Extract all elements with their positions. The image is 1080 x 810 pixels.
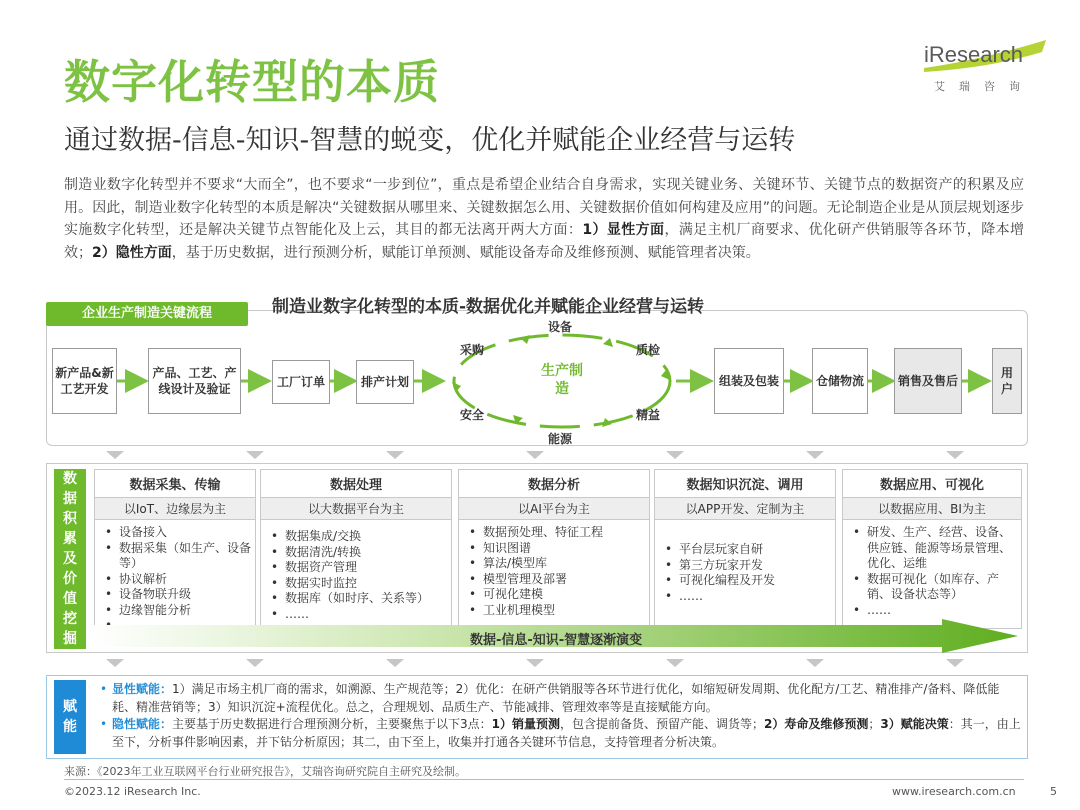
copyright: ©2023.12 iResearch Inc. bbox=[64, 785, 201, 798]
down-arrow bbox=[526, 659, 544, 667]
col-head: 数据采集、传输 bbox=[95, 470, 255, 498]
empower-bold: 2）寿命及维修预测 bbox=[764, 717, 869, 731]
list-item: • …… bbox=[665, 589, 831, 605]
col-head: 数据处理 bbox=[261, 470, 451, 498]
list-item: • 数据预处理、特征工程 bbox=[469, 525, 645, 541]
flow-node-user: 用户 bbox=[992, 348, 1022, 414]
down-arrow bbox=[946, 451, 964, 459]
col-sub: 以IoT、边缘层为主 bbox=[95, 498, 255, 520]
col-head: 数据分析 bbox=[459, 470, 649, 498]
down-arrow bbox=[946, 659, 964, 667]
down-arrow bbox=[246, 659, 264, 667]
cycle-equipment: 设备 bbox=[548, 320, 573, 334]
logo-cn: 艾瑞咨询 bbox=[934, 80, 1034, 93]
flow-node-factory-order: 工厂订单 bbox=[272, 360, 330, 404]
flow-node-assembly: 组装及包装 bbox=[714, 348, 784, 414]
list-item: • 算法/模型库 bbox=[469, 556, 645, 572]
intro-text-3: ，基于历史数据，进行预测分析，赋能订单预测、赋能设备寿命及维修预测、赋能管理者决策。 bbox=[171, 244, 760, 261]
list-item: • 数据实时监控 bbox=[271, 576, 447, 592]
col-sub: 以AI平台为主 bbox=[459, 498, 649, 520]
intro-paragraph bbox=[64, 174, 1024, 264]
data-mining-side-tag: 数据积累及价值挖掘 bbox=[54, 469, 86, 649]
list-item: • 数据资产管理 bbox=[271, 560, 447, 576]
list-item: • 数据可视化（如库存、产销、设备状态等） bbox=[853, 572, 1017, 603]
intro-bold-explicit: 1）显性方面 bbox=[582, 222, 665, 238]
process-flow-title: 制造业数字化转型的本质-数据优化并赋能企业经营与运转 bbox=[272, 297, 705, 317]
intro-bold-implicit: 2）隐性方面 bbox=[92, 244, 172, 261]
logo-word: iResearch bbox=[924, 42, 1024, 67]
col-sub: 以数据应用、BI为主 bbox=[843, 498, 1021, 520]
col-knowledge bbox=[654, 469, 836, 629]
col-analysis bbox=[458, 469, 650, 629]
down-arrow bbox=[246, 451, 264, 459]
flow-node-sales: 销售及售后 bbox=[894, 348, 962, 414]
list-item: • …… bbox=[853, 603, 1017, 619]
list-item: • 平台层玩家自研 bbox=[665, 542, 831, 558]
list-item: • 可视化建模 bbox=[469, 587, 645, 603]
footer-divider bbox=[64, 779, 1024, 780]
list-item: • 数据集成/交换 bbox=[271, 529, 447, 545]
list-item: • 协议解析 bbox=[105, 572, 251, 588]
down-arrow bbox=[386, 659, 404, 667]
list-item: • 知识图谱 bbox=[469, 541, 645, 557]
col-collection bbox=[94, 469, 256, 629]
col-head: 数据知识沉淀、调用 bbox=[655, 470, 835, 498]
empower-explicit-label: 显性赋能： bbox=[112, 682, 173, 696]
cycle-core-production: 生产制造 bbox=[541, 363, 583, 397]
down-arrow bbox=[806, 451, 824, 459]
list-item: • 数据清洗/转换 bbox=[271, 545, 447, 561]
down-arrow bbox=[526, 451, 544, 459]
list-item: • 研发、生产、经营、设备、供应链、能源等场景管理、优化、运维 bbox=[853, 525, 1017, 572]
empower-text-part: ：其一，由上至下，分析事件影响因素，并下钻分析原因；其二，由下至上，收集并打通各关键环节信息，支持管理者分析决策。 bbox=[112, 717, 1021, 749]
empower-explicit-text: 1）满足市场主机厂商的需求，如溯源、生产规范等；2）优化：在研产供销服等各环节进行优化，如缩短研发周期、优化配方/工艺、精准排产/备料、降低能耗、精准营销等；3）知识沉淀+流程优化。总之，合理规划、品质生产、节能减排、管理效率等是直接赋能方向。 bbox=[112, 682, 1000, 714]
col-processing bbox=[260, 469, 452, 629]
empower-side-tag: 赋能 bbox=[54, 680, 86, 754]
col-sub: 以APP开发、定制为主 bbox=[655, 498, 835, 520]
process-flow-tag: 企业生产制造关键流程 bbox=[46, 302, 248, 326]
flow-node-scheduling: 排产计划 bbox=[356, 360, 414, 404]
down-arrow bbox=[106, 659, 124, 667]
list-item: • 设备接入 bbox=[105, 525, 251, 541]
website-link[interactable]: www.iresearch.com.cn bbox=[892, 785, 1016, 798]
col-head: 数据应用、可视化 bbox=[843, 470, 1021, 498]
list-item: • 设备物联升级 bbox=[105, 587, 251, 603]
col-sub: 以大数据平台为主 bbox=[261, 498, 451, 520]
empower-text bbox=[98, 681, 1022, 751]
cycle-safety: 安全 bbox=[460, 408, 485, 422]
page-title: 数字化转型的本质 bbox=[64, 55, 440, 109]
cycle-quality: 质检 bbox=[636, 343, 661, 357]
flow-node-design: 产品、工艺、产线设计及验证 bbox=[148, 348, 241, 414]
empower-explicit bbox=[98, 681, 1022, 716]
cycle-procurement: 采购 bbox=[460, 343, 485, 357]
iresearch-logo bbox=[900, 38, 1050, 98]
down-arrow bbox=[806, 659, 824, 667]
down-arrow bbox=[666, 659, 684, 667]
list-item: • 边缘智能分析 bbox=[105, 603, 251, 619]
down-arrow bbox=[386, 451, 404, 459]
down-arrow bbox=[666, 451, 684, 459]
flow-node-logistics: 仓储物流 bbox=[812, 348, 868, 414]
list-item: • 工业机理模型 bbox=[469, 603, 645, 619]
cycle-lean: 精益 bbox=[636, 408, 661, 422]
empower-text-part: ； bbox=[868, 717, 881, 731]
cycle-energy: 能源 bbox=[548, 432, 573, 446]
list-item: • …… bbox=[271, 607, 447, 623]
empower-implicit bbox=[98, 716, 1022, 751]
list-item: • 数据采集（如生产、设备等） bbox=[105, 541, 251, 572]
col-application bbox=[842, 469, 1022, 629]
flow-node-new-product: 新产品&新工艺开发 bbox=[52, 348, 117, 414]
list-item: • 第三方玩家开发 bbox=[665, 558, 831, 574]
empower-bold: 3）赋能决策 bbox=[880, 717, 949, 731]
list-item: • 模型管理及部署 bbox=[469, 572, 645, 588]
intro-text-1: 制造业数字化转型并不要求“大而全”，也不要求“一步到位”，重点是希望企业结合自身需求，实现关键业务、关键环节、关键节点的数据资产的积累及应用。因此，制造业数字化转型的本质是解决“关键数据从哪里来、关键数据怎么用、关键数据价值如何构建及应用”的问题。无论制造企业是从顶层规划逐步实施数字化转型，还是解决关键节点智能化及上云，其目的都无法离开两大方面： bbox=[64, 177, 1024, 238]
empower-bold: 1）销量预测 bbox=[491, 717, 561, 731]
source-note: 来源：《2023年工业互联网平台行业研究报告》，艾瑞咨询研究院自主研究及绘制。 bbox=[64, 765, 466, 778]
list-item: • 可视化编程及开发 bbox=[665, 573, 831, 589]
intro-text-2: ，满足主机厂商要求、优化研产供销服等各环节，降本增效； bbox=[64, 222, 1025, 261]
empower-implicit-text: 主要基于历史数据进行合理预测分析，主要聚焦于以下3点： bbox=[172, 717, 492, 731]
down-arrow bbox=[106, 451, 124, 459]
page-subtitle: 通过数据-信息-知识-智慧的蜕变，优化并赋能企业经营与运转 bbox=[64, 125, 796, 156]
list-item: • 数据库（如时序、关系等） bbox=[271, 591, 447, 607]
evolution-arrow-label: 数据-信息-知识-智慧逐渐演变 bbox=[470, 633, 643, 648]
empower-implicit-label: 隐性赋能： bbox=[112, 717, 173, 731]
page-number: 5 bbox=[1050, 785, 1057, 798]
empower-text-part: ，包含提前备货、预留产能、调货等； bbox=[560, 717, 765, 731]
